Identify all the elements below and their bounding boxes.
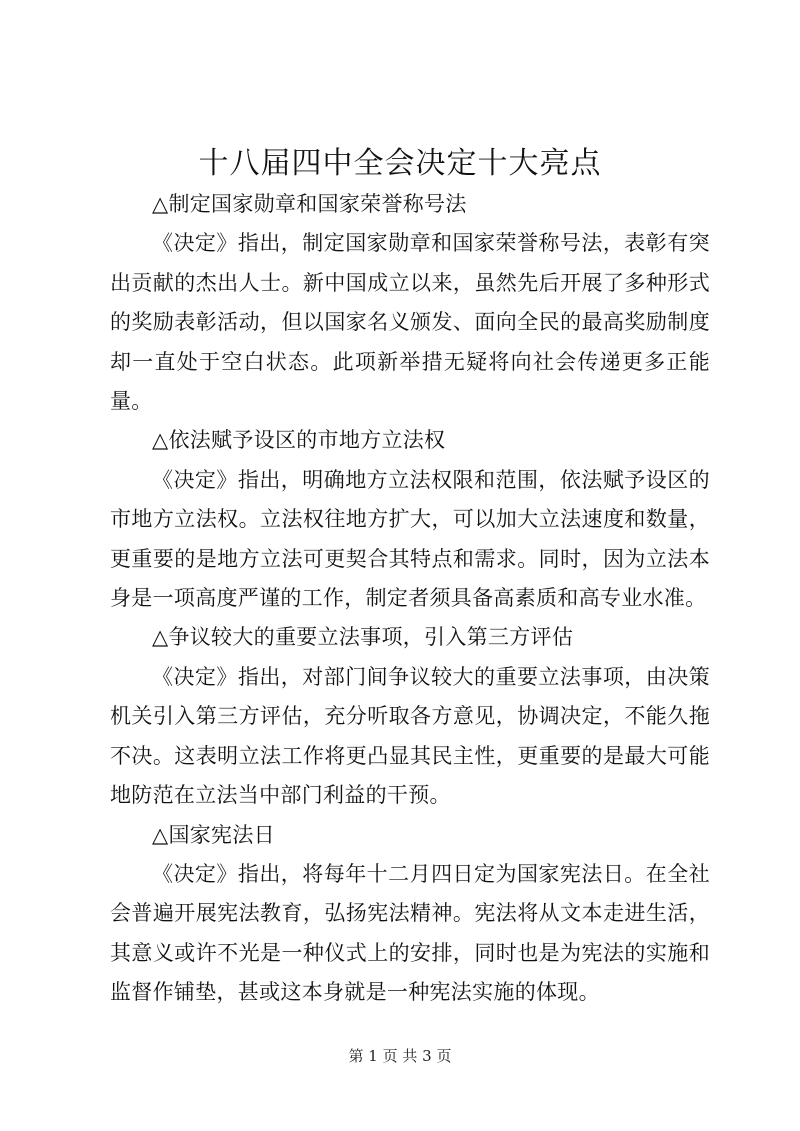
body-paragraph: 《决定》指出，制定国家勋章和国家荣誉称号法，表彰有突出贡献的杰出人士。新中国成立以来，虽然先后开展了多种形式的奖励表彰活动，但以国家名义颁发、面向全民的最高奖励制度却一直处于空白状态。此项新举措无疑将向社会传递更多正能量。 xyxy=(110,231,710,414)
document-body xyxy=(110,185,710,1013)
page-number-footer: 第 1 页 共 3 页 xyxy=(348,1047,452,1065)
body-paragraph: 《决定》指出，明确地方立法权限和范围，依法赋予设区的市地方立法权。立法权往地方扩大，可以加大立法速度和数量，更重要的是地方立法可更契合其特点和需求。同时，因为立法本身是一项高度严谨的工作，制定者须具备高素质和高专业水准。 xyxy=(110,467,710,611)
body-paragraph: 《决定》指出，将每年十二月四日定为国家宪法日。在全社会普遍开展宪法教育，弘扬宪法精神。宪法将从文本走进生活，其意义或许不光是一种仪式上的安排，同时也是为宪法的实施和监督作铺垫，甚或这本身就是一种宪法实施的体现。 xyxy=(110,861,710,1005)
document-title: 十八届四中全会决定十大亮点 xyxy=(198,146,602,181)
body-paragraph: 《决定》指出，对部门间争议较大的重要立法事项，由决策机关引入第三方评估，充分听取各方意见，协调决定，不能久拖不决。这表明立法工作将更凸显其民主性，更重要的是最大可能地防范在立法当中部门利益的干预。 xyxy=(110,664,710,808)
section-heading: △制定国家勋章和国家荣誉称号法 xyxy=(152,192,467,216)
section-heading: △争议较大的重要立法事项，引入第三方评估 xyxy=(152,625,574,650)
section-heading: △国家宪法日 xyxy=(152,822,275,847)
section-heading: △依法赋予设区的市地方立法权 xyxy=(152,428,446,453)
